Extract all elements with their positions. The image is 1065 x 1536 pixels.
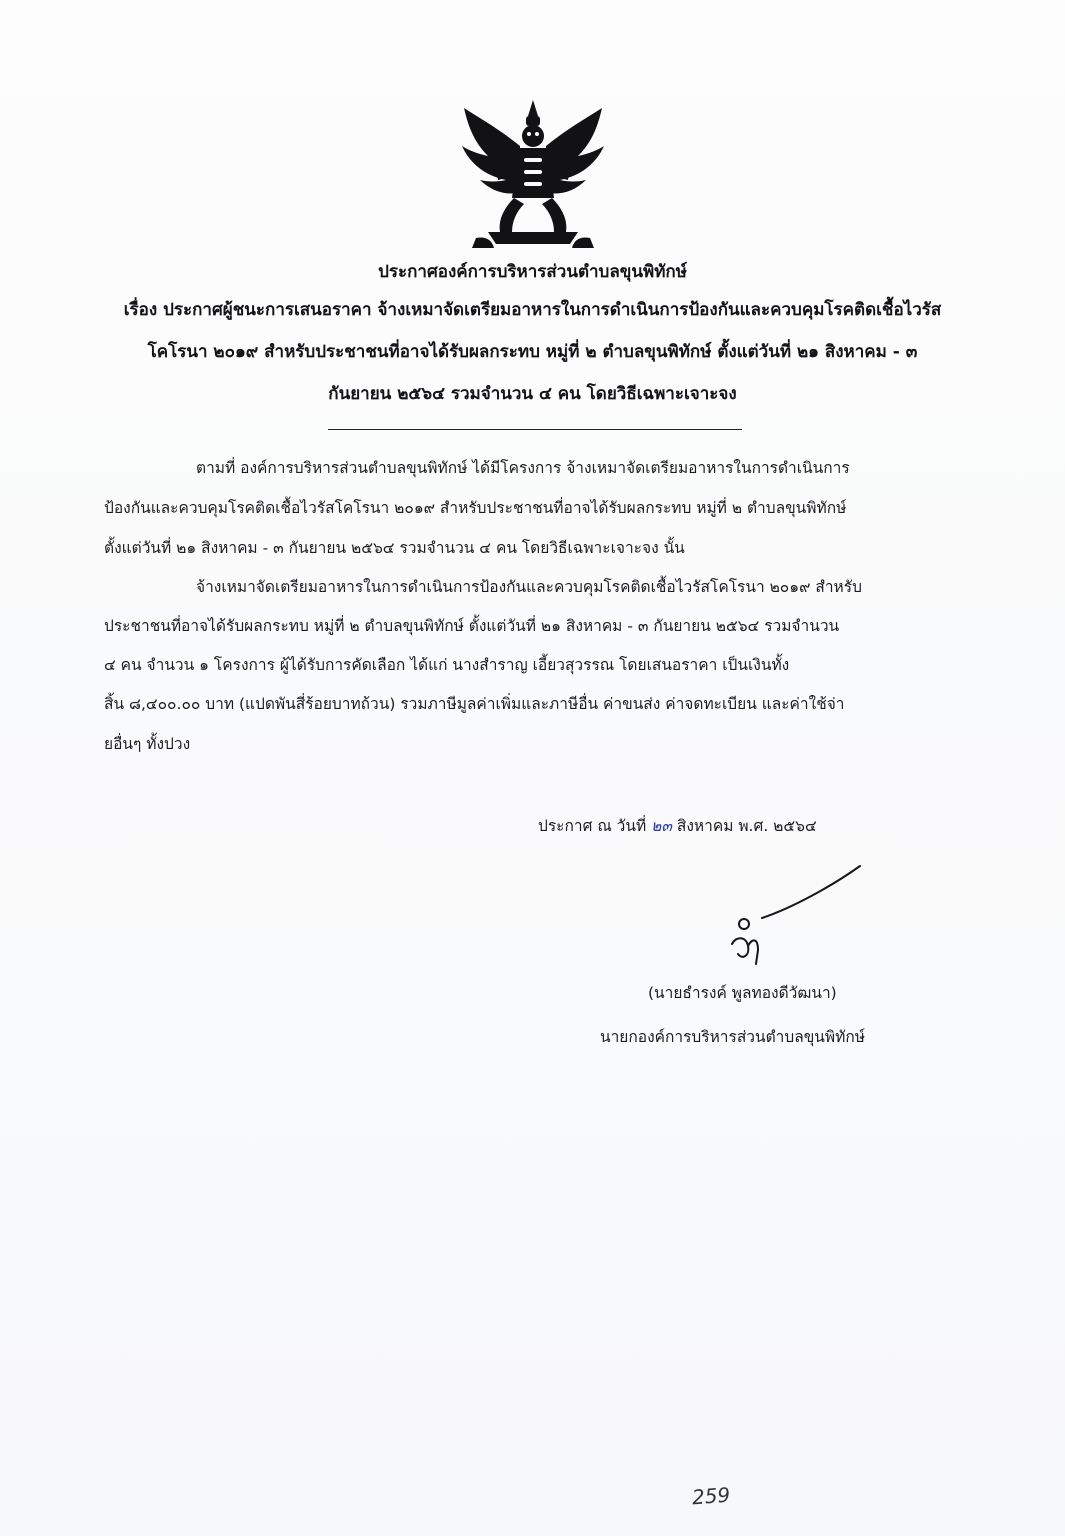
subject-line-2: โคโรนา ๒๐๑๙ สำหรับประชาชนที่อาจได้รับผลกระทบ หมู่ที่ ๒ ตำบลขุนพิทักษ์ ตั้งแต่วันที่ ๒๑ สิงหาคม - ๓ <box>147 342 918 362</box>
date-suffix: สิงหาคม พ.ศ. ๒๕๖๔ <box>676 817 817 835</box>
paragraph-1-line-3: ตั้งแต่วันที่ ๒๑ สิงหาคม - ๓ กันยายน ๒๕๖๔ รวมจำนวน ๔ คน โดยวิธีเฉพาะเจาะจง นั้น <box>104 539 685 557</box>
announcement-title: ประกาศองค์การบริหารส่วนตำบลขุนพิทักษ์ <box>378 262 687 282</box>
signatory-name: (นายธำรงค์ พูลทองดีวัฒนา) <box>648 984 837 1002</box>
paragraph-2-line-4: สิ้น ๘,๔๐๐.๐๐ บาท (แปดพันสี่ร้อยบาทถ้วน) รวมภาษีมูลค่าเพิ่มและภาษีอื่น ค่าขนส่ง ค่าจดทะเบียน และค่าใช้จ่า <box>104 695 845 713</box>
handwritten-signature <box>722 860 872 970</box>
garuda-emblem-icon <box>458 98 608 250</box>
date-prefix: ประกาศ ณ วันที่ <box>538 817 647 835</box>
paragraph-2-line-1: จ้างเหมาจัดเตรียมอาหารในการดำเนินการป้องกันและควบคุมโรคติดเชื้อไวรัสโคโรนา ๒๐๑๙ สำหรับ <box>196 578 862 596</box>
subject-line-3: กันยายน ๒๕๖๔ รวมจำนวน ๔ คน โดยวิธีเฉพาะเจาะจง <box>328 384 737 404</box>
paragraph-1-line-1: ตามที่ องค์การบริหารส่วนตำบลขุนพิทักษ์ ได้มีโครงการ จ้างเหมาจัดเตรียมอาหารในการดำเนินการ <box>196 459 850 477</box>
paragraph-2-line-3: ๔ คน จำนวน ๑ โครงการ ผู้ได้รับการคัดเลือก ได้แก่ นางสำราญ เอี้ยวสุวรรณ โดยเสนอราคา เป็นเงินทั้ง <box>104 656 790 674</box>
subject-line-1: เรื่อง ประกาศผู้ชนะการเสนอราคา จ้างเหมาจัดเตรียมอาหารในการดำเนินการป้องกันและควบคุมโรคติดเชื้อไวรัส <box>123 300 942 320</box>
page-number: 259 <box>691 1482 731 1510</box>
date-day-handwritten: ๒๓ <box>651 817 672 835</box>
title-divider <box>328 429 742 430</box>
announcement-date <box>538 813 817 838</box>
signatory-position: นายกองค์การบริหารส่วนตำบลขุนพิทักษ์ <box>600 1028 865 1046</box>
paragraph-2-line-5: ยอื่นๆ ทั้งปวง <box>104 735 191 753</box>
paragraph-1-line-2: ป้องกันและควบคุมโรคติดเชื้อไวรัสโคโรนา ๒๐๑๙ สำหรับประชาชนที่อาจได้รับผลกระทบ หมู่ที่ ๒ ตำบลขุนพิทักษ์ <box>104 499 847 517</box>
paragraph-2-line-2: ประชาชนที่อาจได้รับผลกระทบ หมู่ที่ ๒ ตำบลขุนพิทักษ์ ตั้งแต่วันที่ ๒๑ สิงหาคม - ๓ กันยายน ๒๕๖๔ รวมจำนวน <box>104 617 840 635</box>
